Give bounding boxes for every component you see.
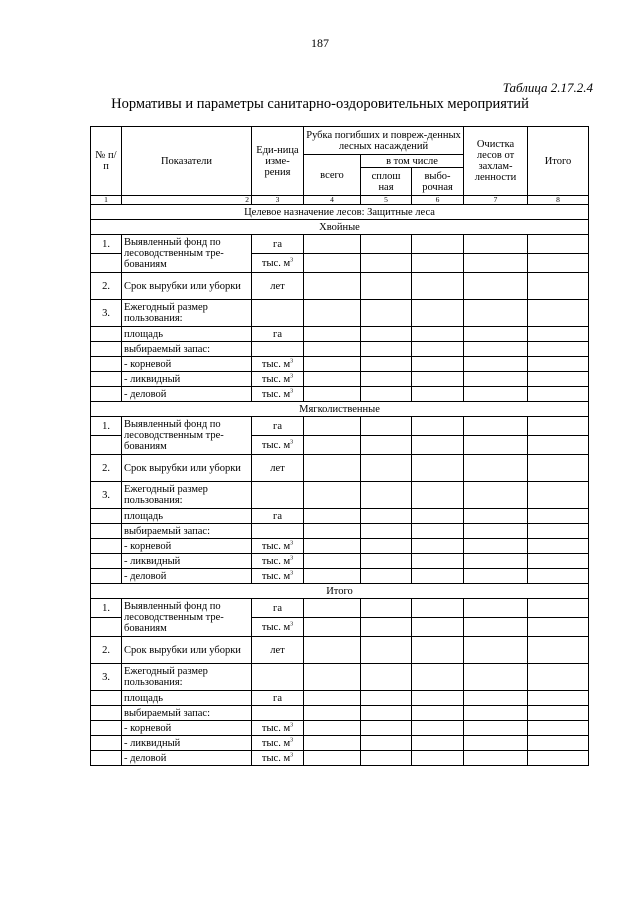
table-cell (304, 637, 361, 664)
header-unit: Еди-ница изме-рения (252, 127, 304, 196)
table-cell (464, 569, 528, 584)
table-cell (528, 721, 589, 736)
table-cell (412, 554, 464, 569)
table-cell (464, 436, 528, 455)
table-cell (361, 637, 412, 664)
indicator-cell: Ежегодный размер пользования: (122, 482, 252, 509)
unit-cell: тыс. $м^3$ (252, 554, 304, 569)
table-cell (361, 721, 412, 736)
table-cell (528, 254, 589, 273)
table-cell (464, 327, 528, 342)
table-cell (464, 482, 528, 509)
unit-cell: тыс. $м^3$ (252, 387, 304, 402)
table-cell (464, 539, 528, 554)
unit-cell: тыс. $м^3$ (252, 539, 304, 554)
table-cell (464, 387, 528, 402)
table-cell (361, 300, 412, 327)
indicator-cell: Выявленный фонд по лесоводственным тре-бованиям (122, 599, 252, 637)
table-cell (412, 664, 464, 691)
header-result: Итого (528, 127, 589, 196)
colnum: 8 (528, 196, 589, 205)
unit-cell: тыс. $м^3$ (252, 254, 304, 273)
table-caption: Таблица 2.17.2.4 (502, 80, 593, 95)
unit-cell: лет (252, 637, 304, 664)
table-cell (464, 618, 528, 637)
indicator-cell: Ежегодный размер пользования: (122, 300, 252, 327)
table-cell (464, 342, 528, 357)
table-cell (304, 721, 361, 736)
table-cell (464, 691, 528, 706)
table-cell (361, 554, 412, 569)
table-cell (361, 455, 412, 482)
table-cell (412, 482, 464, 509)
table-cell (252, 706, 304, 721)
purpose-row: Целевое назначение лесов: Защитные леса (91, 205, 589, 220)
table-cell (412, 721, 464, 736)
table-cell (304, 524, 361, 539)
colnum: 3 (252, 196, 304, 205)
unit-cell: га (252, 417, 304, 436)
table-cell (528, 273, 589, 300)
table-cell (252, 482, 304, 509)
indicator-cell: Срок вырубки или уборки (122, 455, 252, 482)
table-cell (252, 300, 304, 327)
page-number: 187 (311, 36, 329, 50)
table-cell (304, 436, 361, 455)
table-cell (361, 342, 412, 357)
colnum: 1 (91, 196, 122, 205)
table-cell (361, 436, 412, 455)
header-clear: сплош ная (361, 168, 412, 196)
table-cell (412, 254, 464, 273)
table-cell (412, 539, 464, 554)
table-cell (528, 637, 589, 664)
table-cell (304, 342, 361, 357)
row-number: 2. (91, 273, 122, 300)
table-cell (528, 342, 589, 357)
table-title: Нормативы и параметры санитарно-оздоровительных мероприятий (111, 96, 529, 112)
table-cell (361, 235, 412, 254)
table-cell (304, 691, 361, 706)
row-number: 2. (91, 637, 122, 664)
table-cell (361, 539, 412, 554)
table-cell (412, 327, 464, 342)
table-cell (304, 273, 361, 300)
table-cell (361, 273, 412, 300)
unit-cell: тыс. $м^3$ (252, 569, 304, 584)
table-cell (528, 539, 589, 554)
section-title: Итого (91, 584, 589, 599)
table-cell (412, 455, 464, 482)
row-number: 1. (91, 417, 122, 436)
row-number: 1. (91, 599, 122, 618)
table-cell (464, 664, 528, 691)
table-cell (528, 706, 589, 721)
row-number: 3. (91, 482, 122, 509)
colnum: 5 (361, 196, 412, 205)
table-cell (528, 372, 589, 387)
header-selective: выбо-рочная (412, 168, 464, 196)
table-cell (304, 357, 361, 372)
table-cell (361, 751, 412, 766)
header-num: № п/п (91, 127, 122, 196)
table-cell (304, 736, 361, 751)
table-cell (304, 554, 361, 569)
table-cell (304, 300, 361, 327)
table-cell (528, 524, 589, 539)
table-cell (412, 691, 464, 706)
header-cleaning: Очистка лесов от захлам-ленности (464, 127, 528, 196)
norms-table (90, 126, 589, 766)
indicator-cell: - корневой (122, 357, 252, 372)
unit-cell: га (252, 327, 304, 342)
table-cell (252, 342, 304, 357)
indicator-cell: площадь (122, 509, 252, 524)
row-number: 2. (91, 455, 122, 482)
table-cell (464, 706, 528, 721)
indicator-cell: - корневой (122, 721, 252, 736)
indicator-cell: площадь (122, 691, 252, 706)
table-cell (412, 436, 464, 455)
table-cell (412, 751, 464, 766)
table-cell (304, 372, 361, 387)
table-cell (361, 387, 412, 402)
table-cell (361, 736, 412, 751)
indicator-cell: Срок вырубки или уборки (122, 637, 252, 664)
table-cell (464, 599, 528, 618)
table-cell (528, 357, 589, 372)
table-cell (304, 539, 361, 554)
table-cell (464, 417, 528, 436)
row-number: 3. (91, 664, 122, 691)
table-cell (412, 569, 464, 584)
colnum: 2 (122, 196, 252, 205)
table-cell (361, 691, 412, 706)
table-cell (464, 300, 528, 327)
table-cell (304, 509, 361, 524)
indicator-cell: Выявленный фонд по лесоводственным тре-бованиям (122, 417, 252, 455)
table-cell (528, 509, 589, 524)
table-cell (361, 327, 412, 342)
row-number: 3. (91, 300, 122, 327)
table-cell (412, 235, 464, 254)
indicator-cell: - деловой (122, 569, 252, 584)
indicator-cell: площадь (122, 327, 252, 342)
unit-cell: га (252, 235, 304, 254)
table-cell (361, 706, 412, 721)
column-number-row (91, 196, 589, 205)
table-cell (464, 721, 528, 736)
indicator-cell: Выявленный фонд по лесоводственным тре-бованиям (122, 235, 252, 273)
indicator-cell: выбираемый запас: (122, 706, 252, 721)
table-cell (528, 618, 589, 637)
table-cell (528, 691, 589, 706)
table-cell (528, 569, 589, 584)
indicator-cell: - деловой (122, 387, 252, 402)
table-cell (464, 357, 528, 372)
table-cell (252, 664, 304, 691)
table-cell (412, 736, 464, 751)
table-cell (412, 524, 464, 539)
table-cell (361, 254, 412, 273)
table-cell (464, 273, 528, 300)
table-cell (304, 482, 361, 509)
table-cell (412, 372, 464, 387)
unit-cell: га (252, 599, 304, 618)
unit-cell: тыс. $м^3$ (252, 618, 304, 637)
table-cell (464, 509, 528, 524)
colnum: 4 (304, 196, 361, 205)
row-number: 1. (91, 235, 122, 254)
table-cell (304, 751, 361, 766)
table-cell (304, 599, 361, 618)
indicator-cell: выбираемый запас: (122, 524, 252, 539)
table-cell (464, 254, 528, 273)
table-cell (361, 618, 412, 637)
table-cell (412, 273, 464, 300)
table-cell (528, 455, 589, 482)
indicator-cell: - ликвидный (122, 372, 252, 387)
table-cell (528, 327, 589, 342)
table-cell (412, 599, 464, 618)
unit-cell: тыс. $м^3$ (252, 436, 304, 455)
table-cell (412, 637, 464, 664)
unit-cell: лет (252, 273, 304, 300)
table-cell (464, 736, 528, 751)
table-cell (361, 372, 412, 387)
table-cell (528, 417, 589, 436)
table-cell (464, 554, 528, 569)
table-cell (528, 599, 589, 618)
table-cell (528, 554, 589, 569)
section-title: Мягколиственные (91, 402, 589, 417)
indicator-cell: - деловой (122, 751, 252, 766)
table-cell (304, 327, 361, 342)
table-cell (361, 664, 412, 691)
table-cell (464, 524, 528, 539)
table-cell (412, 509, 464, 524)
table-cell (412, 342, 464, 357)
header-felling: Рубка погибших и повреж-денных лесных насаждений (304, 127, 464, 155)
table-cell (528, 387, 589, 402)
indicator-cell: - ликвидный (122, 736, 252, 751)
table-cell (304, 706, 361, 721)
colnum: 7 (464, 196, 528, 205)
table-cell (412, 387, 464, 402)
table-cell (304, 417, 361, 436)
indicator-cell: Ежегодный размер пользования: (122, 664, 252, 691)
table-cell (464, 235, 528, 254)
unit-cell: тыс. $м^3$ (252, 372, 304, 387)
table-cell (361, 524, 412, 539)
unit-cell: тыс. $м^3$ (252, 751, 304, 766)
table-cell (412, 300, 464, 327)
table-cell (528, 736, 589, 751)
table-cell (412, 618, 464, 637)
table-cell (528, 235, 589, 254)
unit-cell: лет (252, 455, 304, 482)
table-cell (412, 706, 464, 721)
table-cell (361, 569, 412, 584)
table-cell (361, 482, 412, 509)
table-cell (304, 254, 361, 273)
unit-cell: тыс. $м^3$ (252, 357, 304, 372)
table-cell (361, 357, 412, 372)
table-cell (361, 509, 412, 524)
table-cell (361, 599, 412, 618)
table-cell (528, 436, 589, 455)
section-title: Хвойные (91, 220, 589, 235)
header-total: всего (304, 155, 361, 196)
table-cell (304, 455, 361, 482)
unit-cell: тыс. $м^3$ (252, 736, 304, 751)
indicator-cell: - корневой (122, 539, 252, 554)
table-cell (412, 417, 464, 436)
indicator-cell: Срок вырубки или уборки (122, 273, 252, 300)
table-cell (464, 455, 528, 482)
table-cell (464, 751, 528, 766)
indicator-cell: выбираемый запас: (122, 342, 252, 357)
colnum: 6 (412, 196, 464, 205)
table-cell (361, 417, 412, 436)
unit-cell: га (252, 509, 304, 524)
unit-cell: га (252, 691, 304, 706)
unit-cell: тыс. $м^3$ (252, 721, 304, 736)
header-including: в том числе (361, 155, 464, 168)
table-cell (464, 372, 528, 387)
table-cell (304, 664, 361, 691)
table-cell (304, 569, 361, 584)
table-cell (304, 235, 361, 254)
table-cell (252, 524, 304, 539)
table-cell (528, 664, 589, 691)
table-cell (528, 751, 589, 766)
table-cell (528, 300, 589, 327)
table-cell (528, 482, 589, 509)
table-cell (412, 357, 464, 372)
table-cell (304, 618, 361, 637)
indicator-cell: - ликвидный (122, 554, 252, 569)
table-cell (464, 637, 528, 664)
table-cell (304, 387, 361, 402)
header-indicators: Показатели (122, 127, 252, 196)
